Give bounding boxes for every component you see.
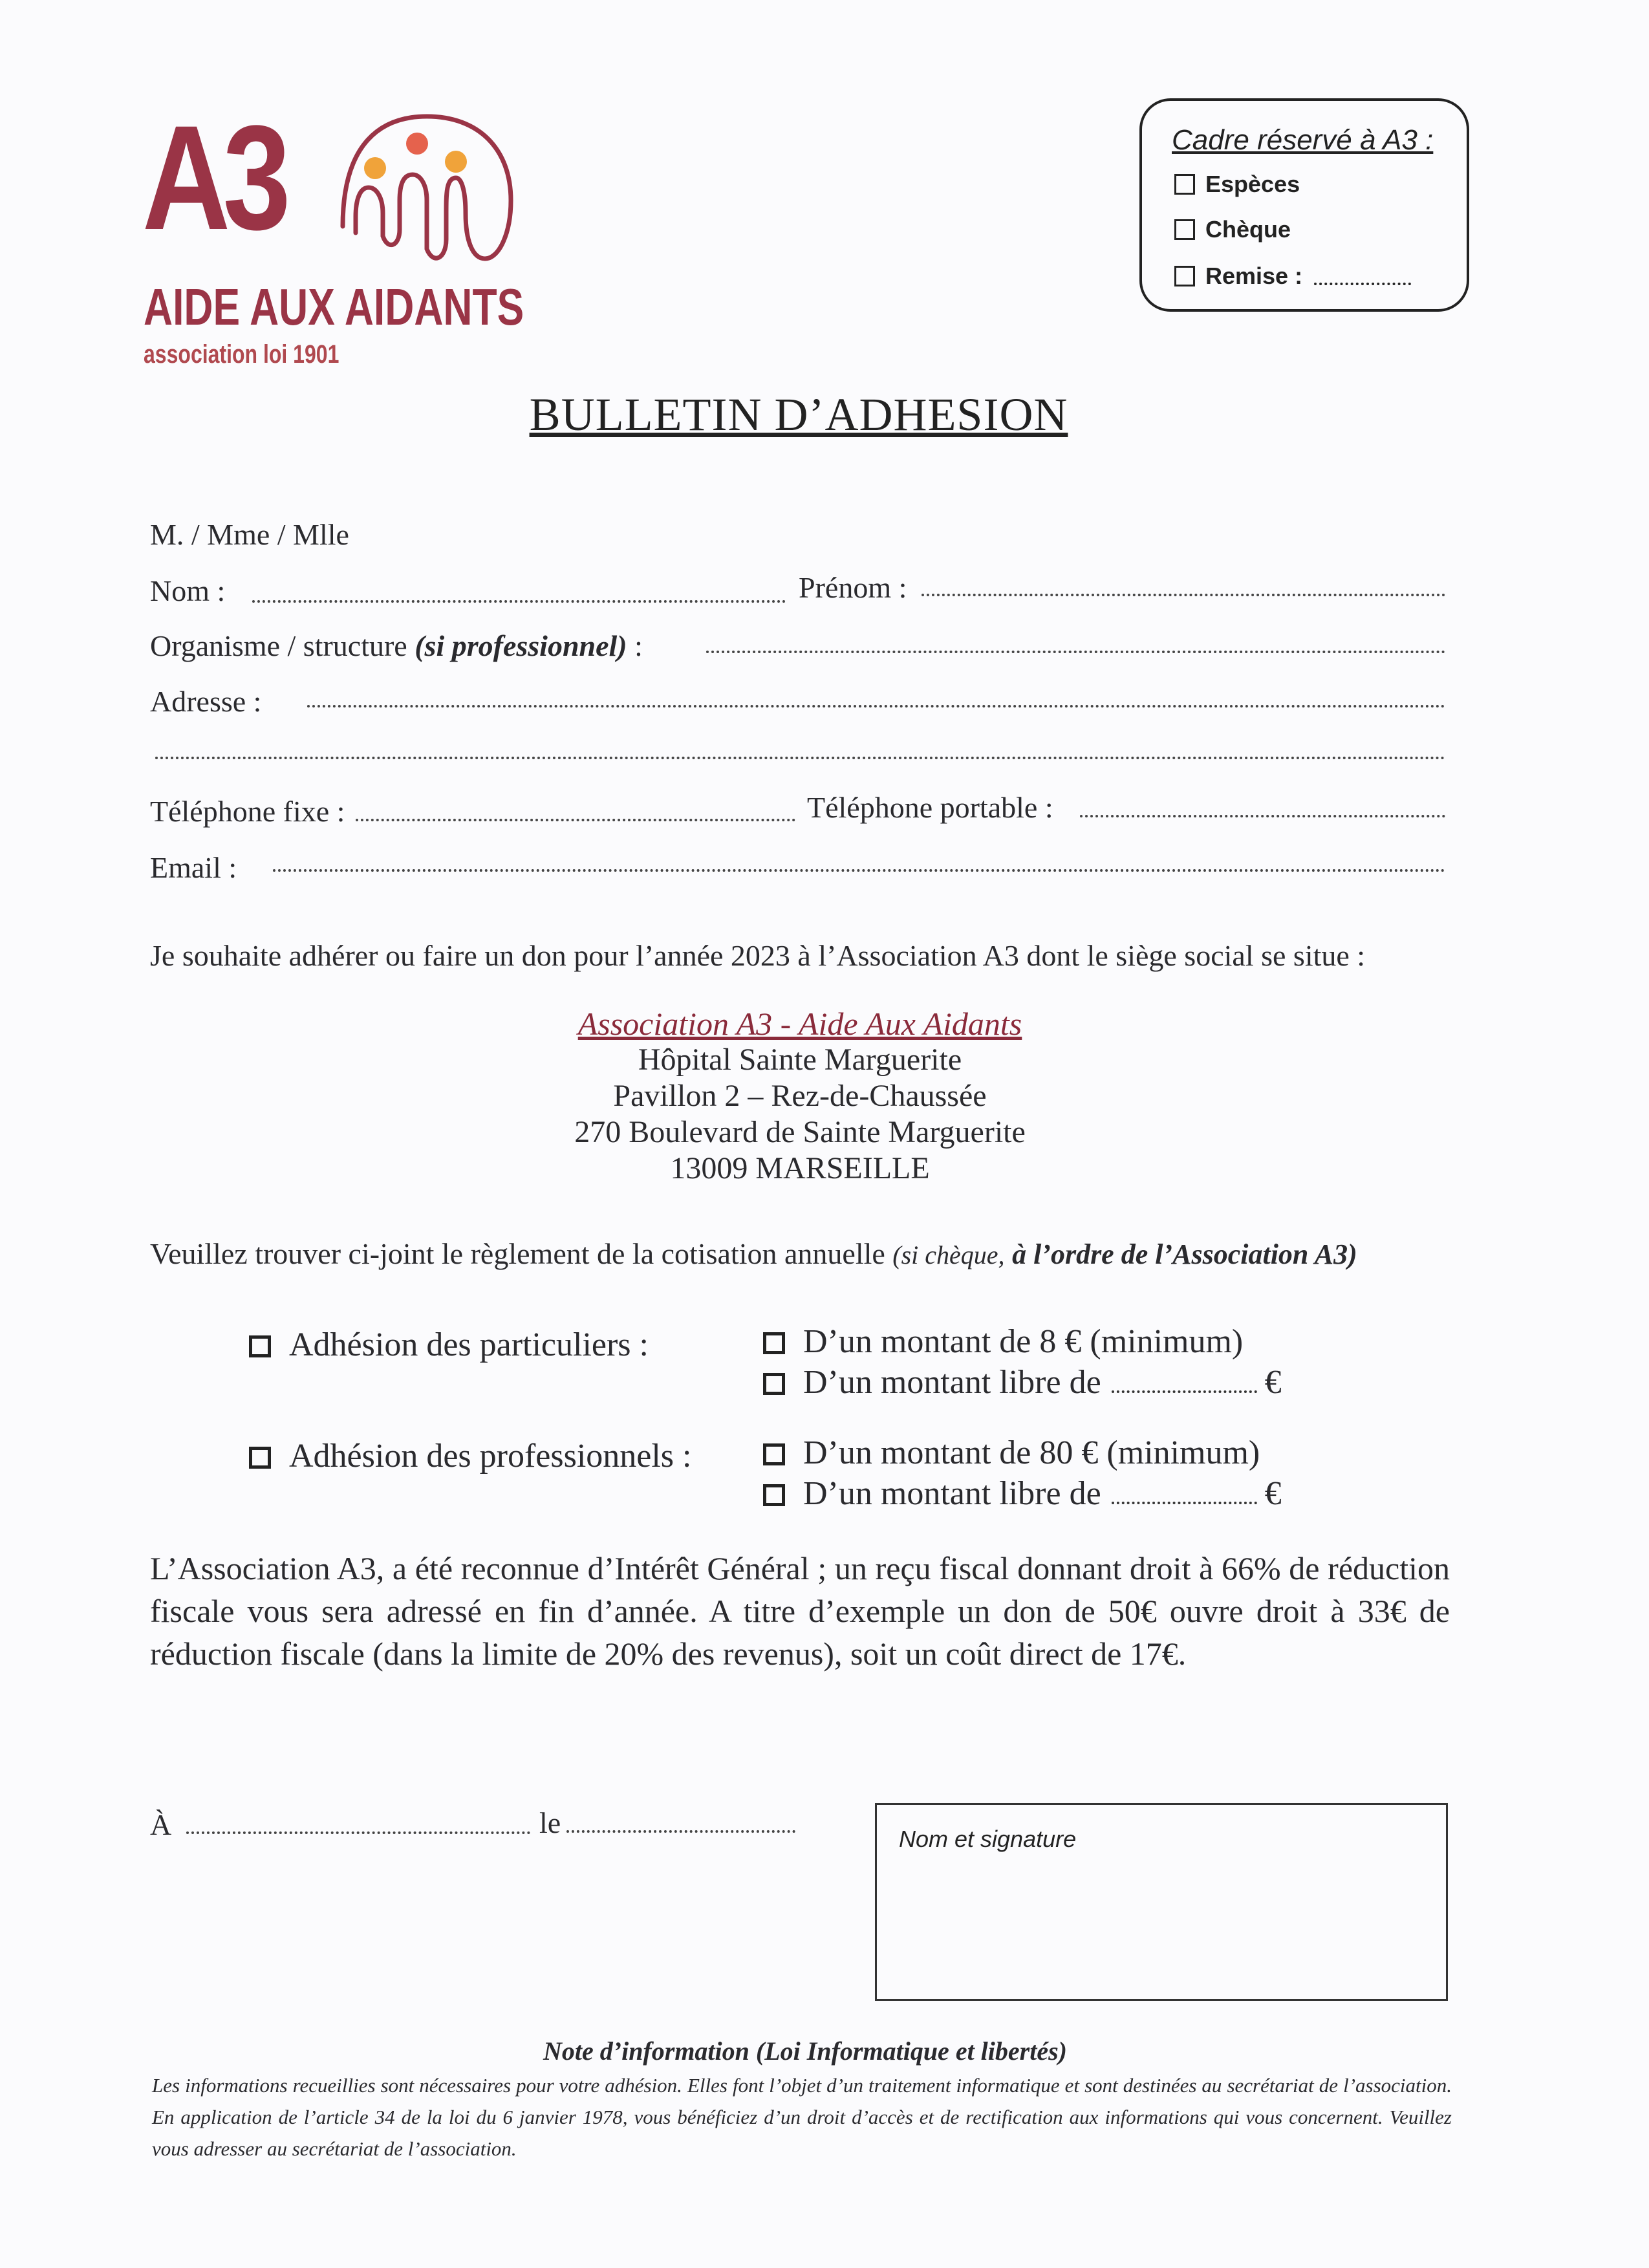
nom-label: Nom : — [150, 574, 226, 607]
option-label: D’un montant libre de — [803, 1475, 1101, 1512]
remise-field[interactable] — [1314, 283, 1411, 285]
address-line-1: Hôpital Sainte Marguerite — [638, 1042, 962, 1077]
checkbox-icon[interactable] — [249, 1335, 271, 1357]
checkbox-label: Remise : — [1205, 263, 1303, 289]
currency-label: € — [1264, 1364, 1282, 1401]
tel-fixe-field[interactable] — [356, 819, 795, 821]
option-pro-free[interactable] — [763, 1474, 1282, 1513]
checkbox-especes[interactable] — [1174, 171, 1300, 198]
organisme-field[interactable] — [706, 651, 1445, 653]
organisme-note: (si professionnel) — [415, 629, 627, 662]
option-pro-min[interactable] — [763, 1434, 1260, 1472]
adresse-label: Adresse : — [150, 685, 262, 718]
checkbox-cheque[interactable] — [1174, 216, 1291, 243]
date-field[interactable] — [566, 1830, 795, 1833]
option-part-free[interactable] — [763, 1363, 1282, 1401]
checkbox-icon[interactable] — [763, 1373, 785, 1395]
payment-note-b: à l’ordre de l’Association A3) — [1012, 1238, 1357, 1270]
payment-intro — [150, 1237, 1357, 1271]
address-line-3: 270 Boulevard de Sainte Marguerite — [574, 1115, 1026, 1149]
option-label: D’un montant libre de — [803, 1364, 1101, 1401]
email-label: Email : — [150, 851, 237, 884]
checkbox-remise[interactable] — [1174, 263, 1411, 290]
checkbox-icon[interactable] — [763, 1332, 785, 1354]
logo-people-icon — [330, 103, 524, 285]
logo-name: AIDE AUX AIDANTS — [144, 278, 524, 336]
note-title: Note d’information (Loi Informatique et libertés) — [543, 2036, 1067, 2066]
association-name: Association A3 - Aide Aux Aidants — [577, 1006, 1022, 1042]
adresse-field[interactable] — [307, 705, 1445, 707]
logo-subtitle: association loi 1901 — [144, 340, 339, 369]
option-label: D’un montant de 8 € (minimum) — [803, 1323, 1244, 1360]
adresse-field-2[interactable] — [155, 757, 1445, 759]
checkbox-icon[interactable] — [1174, 174, 1195, 195]
association-logo — [142, 94, 524, 375]
association-address — [150, 1006, 1450, 1187]
option-part-min[interactable] — [763, 1323, 1243, 1361]
tel-fixe-label: Téléphone fixe : — [150, 795, 345, 828]
document-title: BULLETIN D’ADHESION — [529, 389, 1068, 440]
prenom-label: Prénom : — [799, 571, 907, 604]
fiscal-paragraph: L’Association A3, a été reconnue d’Intérêt Général ; un reçu fiscal donnant droit à 66% de réduction fiscale vous sera adressé en fin d’année. A titre d’exemple un don de 50€ ouvre droit à 33€ de réduction fiscale (dans la limite de 20% des revenus), soit un coût direct de 17€. — [150, 1550, 1450, 1672]
checkbox-icon[interactable] — [763, 1443, 785, 1465]
free-amount-field[interactable] — [1112, 1390, 1257, 1393]
intro-paragraph: Je souhaite adhérer ou faire un don pour l’année 2023 à l’Association A3 dont le siège social se situe : — [150, 939, 1366, 972]
checkbox-label: Chèque — [1205, 216, 1291, 243]
organisme-text: Organisme / structure — [150, 629, 407, 662]
organisme-label: Organisme / structure (si professionnel) : — [150, 629, 643, 662]
free-amount-field[interactable] — [1112, 1502, 1257, 1504]
signature-label: Nom et signature — [899, 1826, 1077, 1852]
address-line-2: Pavillon 2 – Rez-de-Chaussée — [613, 1079, 987, 1113]
reserved-box — [1139, 98, 1469, 312]
nom-field[interactable] — [252, 600, 786, 603]
option-professionnels[interactable] — [249, 1437, 691, 1475]
place-label: À — [150, 1808, 172, 1841]
reserved-box-title: Cadre réservé à A3 : — [1172, 124, 1434, 156]
checkbox-icon[interactable] — [249, 1447, 271, 1469]
payment-intro-text: Veuillez trouver ci-joint le règlement de la cotisation annuelle — [150, 1237, 885, 1270]
place-field[interactable] — [186, 1831, 530, 1834]
civility-label: M. / Mme / Mlle — [150, 518, 349, 551]
address-line-4: 13009 MARSEILLE — [670, 1151, 930, 1185]
checkbox-label: Espèces — [1205, 171, 1300, 197]
checkbox-icon[interactable] — [763, 1484, 785, 1506]
currency-label: € — [1264, 1475, 1282, 1512]
option-label: D’un montant de 80 € (minimum) — [803, 1434, 1260, 1471]
signature-box[interactable] — [875, 1803, 1448, 2001]
note-text: Les informations recueillies sont nécessaires pour votre adhésion. Elles font l’objet d’un traitement informatique et sont destinées au secrétariat de l’association. En application de l’article 34 de la loi du 6 janvier 1978, vous bénéficiez d’un droit d’accès et de rectification aux informations qui vous concernent. Veuillez vous adresser au secrétariat de l’association. — [152, 2074, 1452, 2160]
checkbox-icon[interactable] — [1174, 219, 1195, 240]
tel-portable-field[interactable] — [1080, 815, 1445, 817]
checkbox-icon[interactable] — [1174, 266, 1195, 286]
logo-mark: A3 — [142, 94, 284, 261]
payment-note-a: (si chèque, — [892, 1240, 1005, 1269]
option-label: Adhésion des particuliers : — [289, 1326, 649, 1363]
tel-portable-label: Téléphone portable : — [807, 791, 1053, 824]
date-label: le — [539, 1806, 561, 1839]
option-label: Adhésion des professionnels : — [289, 1438, 692, 1474]
email-field[interactable] — [273, 869, 1445, 872]
prenom-field[interactable] — [921, 594, 1445, 596]
option-particuliers[interactable] — [249, 1326, 649, 1364]
